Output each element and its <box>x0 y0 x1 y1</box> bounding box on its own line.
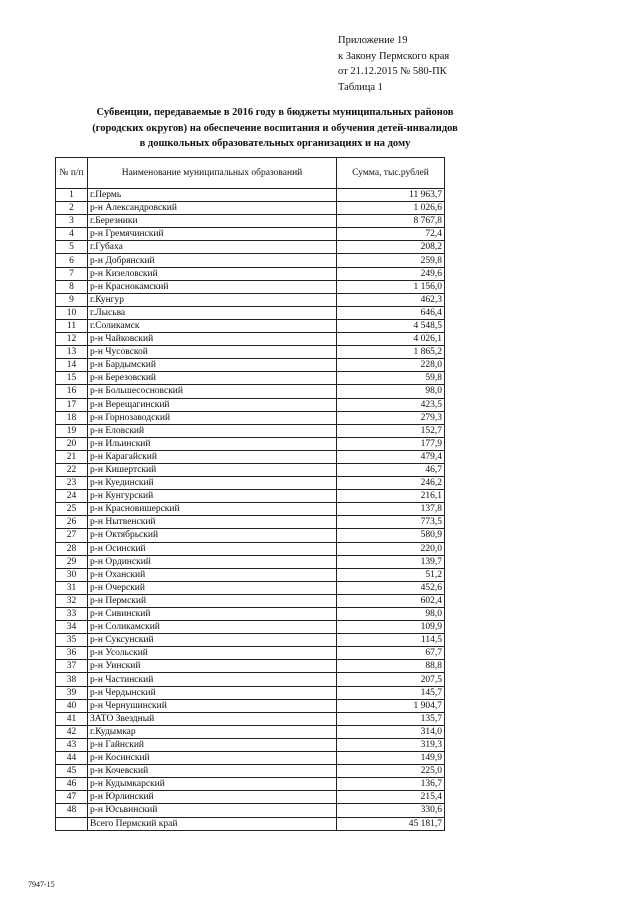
table-row <box>56 477 445 490</box>
row-name: р-н Еловский <box>88 424 337 437</box>
row-sum: 67,7 <box>337 647 445 660</box>
row-name: р-н Суксунский <box>88 634 337 647</box>
row-name: р-н Гремячинский <box>88 228 337 241</box>
row-number: 7 <box>56 267 88 280</box>
table-row <box>56 385 445 398</box>
row-number: 48 <box>56 804 88 817</box>
row-name: г.Кунгур <box>88 293 337 306</box>
table-row <box>56 699 445 712</box>
total-number <box>56 817 88 830</box>
row-number: 2 <box>56 202 88 215</box>
row-name: г.Губаха <box>88 241 337 254</box>
row-sum: 109,9 <box>337 621 445 634</box>
row-sum: 208,2 <box>337 241 445 254</box>
row-name: р-н Добрянский <box>88 254 337 267</box>
row-number: 19 <box>56 424 88 437</box>
row-name: р-н Юсьвинский <box>88 804 337 817</box>
row-sum: 1 026,6 <box>337 202 445 215</box>
row-number: 4 <box>56 228 88 241</box>
header-number: № п/п <box>56 158 88 189</box>
table-row <box>56 581 445 594</box>
row-sum: 314,0 <box>337 725 445 738</box>
row-number: 26 <box>56 516 88 529</box>
row-sum: 246,2 <box>337 477 445 490</box>
row-sum: 479,4 <box>337 450 445 463</box>
header-sum: Сумма, тыс.рублей <box>337 158 445 189</box>
row-sum: 225,0 <box>337 765 445 778</box>
row-sum: 149,9 <box>337 752 445 765</box>
row-sum: 452,6 <box>337 581 445 594</box>
row-name: р-н Косинский <box>88 752 337 765</box>
row-name: р-н Сивинский <box>88 608 337 621</box>
table-row <box>56 189 445 202</box>
row-name: р-н Ординский <box>88 555 337 568</box>
row-number: 29 <box>56 555 88 568</box>
row-number: 1 <box>56 189 88 202</box>
row-name: р-н Краснокамский <box>88 280 337 293</box>
row-sum: 319,3 <box>337 738 445 751</box>
row-number: 5 <box>56 241 88 254</box>
footer-code: 7947-15 <box>28 880 55 889</box>
row-number: 15 <box>56 372 88 385</box>
table-row <box>56 398 445 411</box>
row-sum: 51,2 <box>337 568 445 581</box>
row-sum: 220,0 <box>337 542 445 555</box>
row-sum: 4 548,5 <box>337 319 445 332</box>
row-name: р-н Октябрьский <box>88 529 337 542</box>
table-row <box>56 568 445 581</box>
row-name: р-н Чернушинский <box>88 699 337 712</box>
row-sum: 423,5 <box>337 398 445 411</box>
table-row <box>56 555 445 568</box>
table-row <box>56 450 445 463</box>
row-number: 37 <box>56 660 88 673</box>
row-number: 14 <box>56 359 88 372</box>
table-row <box>56 267 445 280</box>
total-row <box>56 817 445 830</box>
row-sum: 249,6 <box>337 267 445 280</box>
row-name: р-н Нытвенский <box>88 516 337 529</box>
row-name: р-н Гайнский <box>88 738 337 751</box>
row-name: р-н Соликамский <box>88 621 337 634</box>
row-name: р-н Очерский <box>88 581 337 594</box>
table-row <box>56 738 445 751</box>
table-row <box>56 215 445 228</box>
row-name: р-н Бардымский <box>88 359 337 372</box>
table-body <box>56 189 445 831</box>
row-name: р-н Карагайский <box>88 450 337 463</box>
table-row <box>56 542 445 555</box>
appendix-law: к Закону Пермского края <box>338 50 450 62</box>
row-number: 45 <box>56 765 88 778</box>
table-row <box>56 293 445 306</box>
table-row <box>56 634 445 647</box>
table-row <box>56 372 445 385</box>
document-title <box>60 105 490 152</box>
table-row <box>56 516 445 529</box>
row-number: 18 <box>56 411 88 424</box>
row-sum: 279,3 <box>337 411 445 424</box>
row-name: р-н Березовский <box>88 372 337 385</box>
table-row <box>56 241 445 254</box>
row-number: 34 <box>56 621 88 634</box>
row-sum: 207,5 <box>337 673 445 686</box>
row-sum: 1 156,0 <box>337 280 445 293</box>
row-sum: 98,0 <box>337 385 445 398</box>
row-sum: 1 865,2 <box>337 346 445 359</box>
row-number: 8 <box>56 280 88 293</box>
row-number: 43 <box>56 738 88 751</box>
total-label: Всего Пермский край <box>88 817 337 830</box>
row-number: 44 <box>56 752 88 765</box>
header-name: Наименование муниципальных образований <box>88 158 337 189</box>
table-row <box>56 621 445 634</box>
table-row <box>56 712 445 725</box>
row-sum: 72,4 <box>337 228 445 241</box>
row-sum: 215,4 <box>337 791 445 804</box>
row-number: 17 <box>56 398 88 411</box>
appendix-header <box>338 33 449 95</box>
table-row <box>56 463 445 476</box>
row-number: 32 <box>56 594 88 607</box>
row-number: 9 <box>56 293 88 306</box>
table-row <box>56 280 445 293</box>
row-name: г.Кудымкар <box>88 725 337 738</box>
row-sum: 177,9 <box>337 437 445 450</box>
table-row <box>56 411 445 424</box>
row-name: р-н Красновишерский <box>88 503 337 516</box>
row-sum: 4 026,1 <box>337 333 445 346</box>
row-name: р-н Александровский <box>88 202 337 215</box>
subsidy-table <box>55 157 445 831</box>
row-name: р-н Чердынский <box>88 686 337 699</box>
row-number: 39 <box>56 686 88 699</box>
row-number: 16 <box>56 385 88 398</box>
table-row <box>56 359 445 372</box>
table-row <box>56 791 445 804</box>
row-name: р-н Усольский <box>88 647 337 660</box>
table-row <box>56 503 445 516</box>
table-row <box>56 725 445 738</box>
row-name: р-н Ильинский <box>88 437 337 450</box>
table-row <box>56 346 445 359</box>
row-name: р-н Осинский <box>88 542 337 555</box>
table-row <box>56 306 445 319</box>
table-row <box>56 686 445 699</box>
row-sum: 216,1 <box>337 490 445 503</box>
row-name: р-н Юрлинский <box>88 791 337 804</box>
row-number: 13 <box>56 346 88 359</box>
row-sum: 580,9 <box>337 529 445 542</box>
title-line-1: Субвенции, передаваемые в 2016 году в бюджеты муниципальных районов <box>96 107 454 118</box>
row-name: р-н Частинский <box>88 673 337 686</box>
row-sum: 462,3 <box>337 293 445 306</box>
row-name: р-н Уинский <box>88 660 337 673</box>
row-sum: 135,7 <box>337 712 445 725</box>
table-row <box>56 490 445 503</box>
table-row <box>56 608 445 621</box>
row-name: р-н Горнозаводский <box>88 411 337 424</box>
row-name: г.Пермь <box>88 189 337 202</box>
row-sum: 330,6 <box>337 804 445 817</box>
row-sum: 259,8 <box>337 254 445 267</box>
table-row <box>56 437 445 450</box>
table-row <box>56 778 445 791</box>
row-sum: 114,5 <box>337 634 445 647</box>
row-sum: 139,7 <box>337 555 445 568</box>
row-name: р-н Чайковский <box>88 333 337 346</box>
appendix-number: Приложение 19 <box>338 35 408 46</box>
row-number: 11 <box>56 319 88 332</box>
table-row <box>56 254 445 267</box>
row-number: 3 <box>56 215 88 228</box>
row-number: 33 <box>56 608 88 621</box>
row-name: р-н Кочевский <box>88 765 337 778</box>
row-name: р-н Кунгурский <box>88 490 337 503</box>
row-number: 12 <box>56 333 88 346</box>
table-row <box>56 529 445 542</box>
row-sum: 11 963,7 <box>337 189 445 202</box>
row-number: 22 <box>56 463 88 476</box>
row-name: р-н Кишертский <box>88 463 337 476</box>
row-number: 30 <box>56 568 88 581</box>
table-row <box>56 752 445 765</box>
row-name: р-н Кизеловский <box>88 267 337 280</box>
row-number: 6 <box>56 254 88 267</box>
table-row <box>56 765 445 778</box>
row-number: 46 <box>56 778 88 791</box>
row-sum: 1 904,7 <box>337 699 445 712</box>
row-name: р-н Чусовской <box>88 346 337 359</box>
row-number: 42 <box>56 725 88 738</box>
table-row <box>56 228 445 241</box>
appendix-table-number: Таблица 1 <box>338 81 383 93</box>
row-name: р-н Большесосновский <box>88 385 337 398</box>
row-number: 40 <box>56 699 88 712</box>
row-sum: 773,5 <box>337 516 445 529</box>
row-name: р-н Кудымкарский <box>88 778 337 791</box>
table-header-row <box>56 158 445 189</box>
row-sum: 145,7 <box>337 686 445 699</box>
row-sum: 137,8 <box>337 503 445 516</box>
row-name: р-н Верещагинский <box>88 398 337 411</box>
row-sum: 98,0 <box>337 608 445 621</box>
row-number: 36 <box>56 647 88 660</box>
row-sum: 602,4 <box>337 594 445 607</box>
title-line-3: в дошкольных образовательных организациях и на дому <box>139 138 411 149</box>
table-row <box>56 594 445 607</box>
table-row <box>56 673 445 686</box>
row-name: г.Березники <box>88 215 337 228</box>
row-name: р-н Оханский <box>88 568 337 581</box>
row-name: ЗАТО Звездный <box>88 712 337 725</box>
row-sum: 46,7 <box>337 463 445 476</box>
row-number: 27 <box>56 529 88 542</box>
row-sum: 646,4 <box>337 306 445 319</box>
table-row <box>56 333 445 346</box>
row-number: 10 <box>56 306 88 319</box>
table-row <box>56 202 445 215</box>
row-number: 24 <box>56 490 88 503</box>
table-row <box>56 647 445 660</box>
row-name: р-н Пермский <box>88 594 337 607</box>
row-number: 20 <box>56 437 88 450</box>
row-number: 23 <box>56 477 88 490</box>
appendix-date: от 21.12.2015 № 580-ПК <box>338 66 447 77</box>
table-row <box>56 804 445 817</box>
row-sum: 152,7 <box>337 424 445 437</box>
row-number: 35 <box>56 634 88 647</box>
row-sum: 88,8 <box>337 660 445 673</box>
total-sum: 45 181,7 <box>337 817 445 830</box>
row-number: 28 <box>56 542 88 555</box>
row-number: 21 <box>56 450 88 463</box>
row-number: 25 <box>56 503 88 516</box>
row-sum: 8 767,8 <box>337 215 445 228</box>
row-sum: 59,8 <box>337 372 445 385</box>
row-name: г.Соликамск <box>88 319 337 332</box>
row-number: 31 <box>56 581 88 594</box>
row-number: 47 <box>56 791 88 804</box>
row-sum: 136,7 <box>337 778 445 791</box>
row-sum: 228,0 <box>337 359 445 372</box>
table-row <box>56 424 445 437</box>
table-row <box>56 319 445 332</box>
title-line-2: (городских округов) на обеспечение воспитания и обучения детей-инвалидов <box>92 122 458 134</box>
row-name: г.Лысьва <box>88 306 337 319</box>
table-row <box>56 660 445 673</box>
row-name: р-н Куединский <box>88 477 337 490</box>
row-number: 38 <box>56 673 88 686</box>
row-number: 41 <box>56 712 88 725</box>
